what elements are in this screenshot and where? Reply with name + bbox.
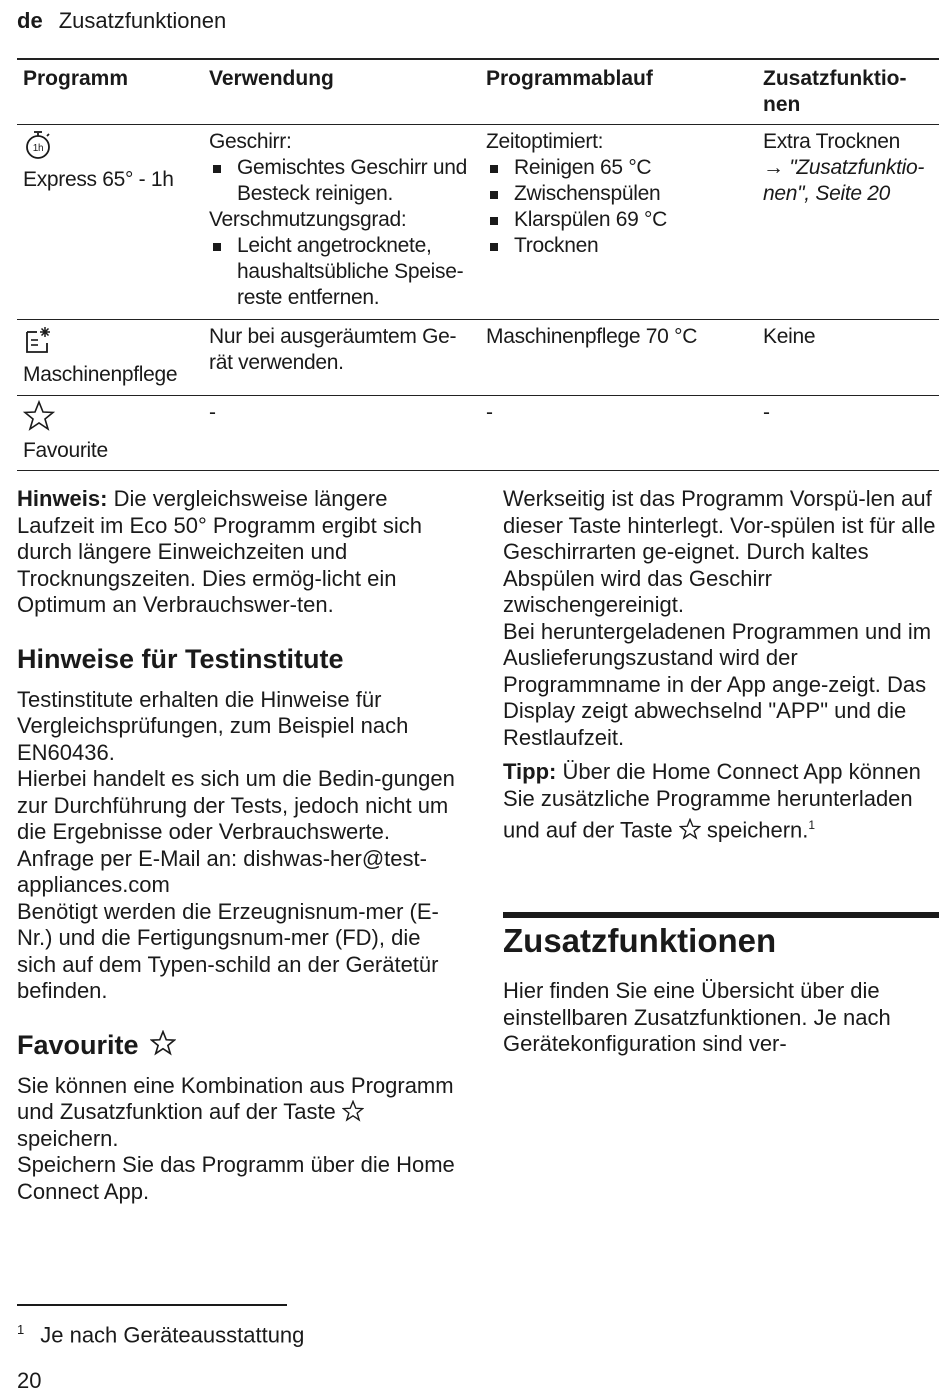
usage-list (209, 155, 470, 207)
col-header-verwendung: Verwendung (201, 59, 478, 125)
program-name: Express 65° - 1h (23, 168, 174, 191)
favourite-text-end: speichern. (17, 1125, 119, 1151)
cross-reference[interactable] (763, 155, 931, 207)
star-icon (23, 400, 193, 434)
usage-heading: Geschirr: (209, 130, 292, 153)
footnote-ref[interactable]: 1 (808, 818, 816, 832)
svg-text:1h: 1h (32, 143, 44, 154)
program-name: Favourite (23, 439, 108, 462)
right-column (503, 486, 939, 844)
language-code: de (17, 8, 43, 33)
section-title: Zusatzfunktionen (58, 8, 227, 33)
program-table (17, 58, 939, 471)
hint-text: Die vergleichsweise längere Laufzeit im Eco 50° Programm ergibt sich durch längere Einweichzeiten und Trocknungszeiten. Dies ermög-licht ein Optimum an Verbrauchswer-ten. (17, 486, 422, 617)
favourite-paragraph-1 (17, 1073, 457, 1153)
star-icon (679, 818, 701, 840)
test-institutes-heading: Hinweise für Testinstitute (17, 643, 344, 674)
page-header (17, 8, 226, 34)
program-cell (17, 320, 201, 396)
table-row (17, 125, 939, 320)
tip-text: Über die Home Connect App können Sie zusätzliche Programme herunterladen und auf der Taste (503, 759, 921, 843)
flow-cell: Maschinenpflege 70 °C (478, 320, 755, 396)
tip-end: speichern. (706, 817, 809, 843)
usage-heading: Verschmutzungsgrad: (209, 208, 407, 231)
list-item: Zwischenspülen (486, 181, 747, 207)
list-item: Gemischtes Geschirr und Besteck reinigen. (209, 155, 470, 207)
footnote (17, 1322, 304, 1348)
table-row (17, 396, 939, 471)
usage-cell (201, 125, 478, 320)
favourite-heading-text: Favourite (17, 1029, 139, 1060)
test-paragraph-1: Testinstitute erhalten die Hinweise für Vergleichsprüfungen, zum Beispiel nach EN60436. (17, 686, 409, 765)
col-header-zusatzfunktionen: Zusatzfunktio- nen (755, 59, 939, 125)
right-paragraph-1: Werkseitig ist das Programm Vorspü-len auf dieser Taste hinterlegt. Vor-spülen ist für alle Geschirrarten ge-eignet. Durch kaltes Abspülen wird das Geschirr zwischengereinigt. (503, 486, 936, 617)
page-number: 20 (17, 1368, 42, 1393)
hint-paragraph (17, 486, 457, 619)
arrow-right-icon: → (763, 156, 784, 179)
section-rule (503, 912, 939, 918)
reference-link[interactable]: "Zusatzfunktio-nen", Seite 20 (763, 156, 925, 205)
list-item: Reinigen 65 °C (486, 155, 747, 181)
table-row (17, 320, 939, 396)
footnote-rule (17, 1304, 287, 1306)
star-icon (342, 1100, 364, 1122)
extra-cell: Keine (755, 320, 939, 396)
flow-cell: - (478, 396, 755, 471)
right-paragraph-2: Bei heruntergeladenen Programmen und im Auslieferungszustand wird der Programmname in der App ange-zeigt. Das Display zeigt abwechselnd "APP" und die Restlaufzeit. (503, 618, 932, 750)
list-item: Klarspülen 69 °C (486, 207, 747, 233)
star-icon (150, 1030, 176, 1056)
zusatzfunktionen-heading: Zusatzfunktionen (503, 922, 777, 959)
usage-list (209, 233, 470, 311)
program-name: Maschinenpflege (23, 363, 178, 386)
footnote-text: Je nach Geräteausstattung (40, 1322, 305, 1348)
col-header-programm: Programm (17, 59, 201, 125)
favourite-paragraph-2: Speichern Sie das Programm über die Home Connect App. (17, 1152, 455, 1204)
usage-cell: Nur bei ausgeräumtem Ge-rät verwenden. (201, 320, 478, 396)
list-item: Leicht angetrocknete, haushaltsübliche Speise-reste entfernen. (209, 233, 470, 311)
favourite-text: Sie können eine Kombination aus Programm und Zusatzfunktion auf der Taste (17, 1072, 454, 1124)
tip-label: Tipp: (503, 759, 557, 784)
list-item: Trocknen (486, 233, 747, 259)
hint-label: Hinweis: (17, 486, 108, 511)
zusatzfunktionen-text: Hier finden Sie eine Übersicht über die einstellbaren Zusatzfunktionen. Je nach Gerätekonfiguration sind ver- (503, 978, 891, 1056)
machine-care-icon (23, 324, 193, 358)
left-column (17, 486, 457, 1205)
footnote-number: 1 (17, 1322, 25, 1337)
tip-paragraph (503, 759, 939, 844)
favourite-heading (17, 1029, 457, 1061)
extra-cell: - (755, 396, 939, 471)
test-paragraph-2: Hierbei handelt es sich um die Bedin-gungen zur Durchführung der Tests, jedoch nicht um die Ergebnisse oder Verbrauchswerte. (17, 766, 455, 844)
program-cell (17, 396, 201, 471)
extra-cell (755, 125, 939, 320)
extra-function: Extra Trocknen (763, 130, 901, 153)
program-cell (17, 125, 201, 320)
table-header-row (17, 59, 939, 125)
stopwatch-1h-icon (23, 129, 193, 163)
flow-list (486, 155, 747, 259)
flow-heading: Zeitoptimiert: (486, 130, 604, 153)
flow-cell (478, 125, 755, 320)
test-paragraph-4: Benötigt werden die Erzeugnisnum-mer (E-Nr.) und die Fertigungsnum-mer (FD), die sich auf dem Typen-schild an der Gerätetür befinden. (17, 898, 439, 1003)
col-header-programmablauf: Programmablauf (478, 59, 755, 125)
test-paragraph-3: Anfrage per E-Mail an: dishwas-her@test-appliances.com (17, 845, 427, 897)
usage-cell: - (201, 396, 478, 471)
